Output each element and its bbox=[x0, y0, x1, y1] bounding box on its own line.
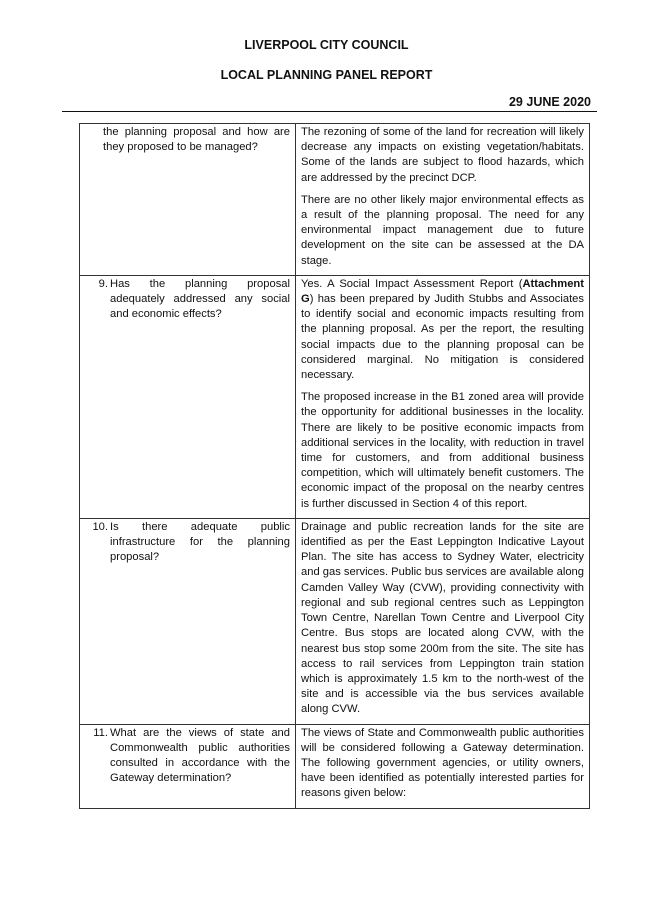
report-title: LOCAL PLANNING PANEL REPORT bbox=[220, 68, 433, 82]
question-number: 10. bbox=[92, 520, 108, 533]
question-text: the planning proposal and how are they proposed to be managed? bbox=[103, 126, 290, 154]
answer-text: Yes. A Social Impact Assessment Report ( bbox=[301, 277, 523, 290]
answer-cell bbox=[296, 518, 590, 724]
question-text: Is there adequate public infrastructure for the planning proposal? bbox=[110, 520, 290, 564]
questions-table bbox=[79, 123, 590, 809]
answer-paragraph bbox=[301, 277, 584, 383]
answer-text: ) has been prepared by Judith Stubbs and Associates to identify social and economic impacts resulting from the planning proposal. As per the report, the resulting social impacts due to the planning proposal can be considered marginal. No mitigation is considered necessary. bbox=[301, 293, 584, 382]
question-text: Has the planning proposal adequately addressed any social and economic effects? bbox=[110, 277, 290, 321]
council-title: LIVERPOOL CITY COUNCIL bbox=[244, 38, 409, 52]
answer-paragraph: The views of State and Commonwealth public authorities will be considered following a Gateway determination. The following government agencies, or utility owners, have been identified as potentially interested parties for reasons given below: bbox=[301, 726, 584, 800]
answer-paragraph: There are no other likely major environmental effects as a result of the planning proposal. The need for any environmental impact management due to future development on the site can be assessed at the DA stage. bbox=[301, 193, 584, 267]
answer-paragraph: The proposed increase in the B1 zoned area will provide the opportunity for additional businesses in the locality. There are likely to be positive economic impacts from additional services in the locality, with reduction in travel time for customers, and from additional business competition, which will ultimately benefit customers. The economic impact of the proposal on the nearby centres is further discussed in Section 4 of this report. bbox=[301, 391, 584, 510]
question-cell bbox=[80, 275, 296, 518]
question-number: 9. bbox=[98, 277, 108, 290]
answer-cell bbox=[296, 275, 590, 518]
question-text: What are the views of state and Commonwealth public authorities consulted in accordance with the Gateway determination? bbox=[110, 726, 290, 785]
question-cell bbox=[80, 124, 296, 276]
table-row bbox=[80, 275, 590, 518]
header-divider bbox=[62, 111, 597, 112]
answer-paragraph: Drainage and public recreation lands for the site are identified as per the East Leppington Indicative Layout Plan. The site has access to Sydney Water, electricity and gas services. Public bus services are available along Camden Valley Way (CVW), providing connectivity with regional and sub regional centres such as Leppington Town Centre, Narellan Town Centre and Liverpool City Centre. Bus stops are located along CVW, with the nearest bus stop some 200m from the site. The site has access to rail services from Leppington train station which is approximately 1.5 km to the north-west of the site and is accessible via the bus services available along CVW. bbox=[301, 520, 584, 716]
answer-cell bbox=[296, 124, 590, 276]
answer-paragraph: The rezoning of some of the land for recreation will likely decrease any impacts on existing vegetation/habitats. Some of the lands are subject to flood hazards, which are addressed by the precinct DCP. bbox=[301, 126, 584, 184]
answer-cell bbox=[296, 724, 590, 808]
question-cell bbox=[80, 518, 296, 724]
table-row bbox=[80, 724, 590, 808]
report-date: 29 JUNE 2020 bbox=[508, 95, 591, 109]
attachment-reference: Attachment G bbox=[301, 277, 584, 306]
table-row bbox=[80, 124, 590, 276]
table-row bbox=[80, 518, 590, 724]
question-number: 11. bbox=[93, 726, 108, 739]
question-cell bbox=[80, 724, 296, 808]
